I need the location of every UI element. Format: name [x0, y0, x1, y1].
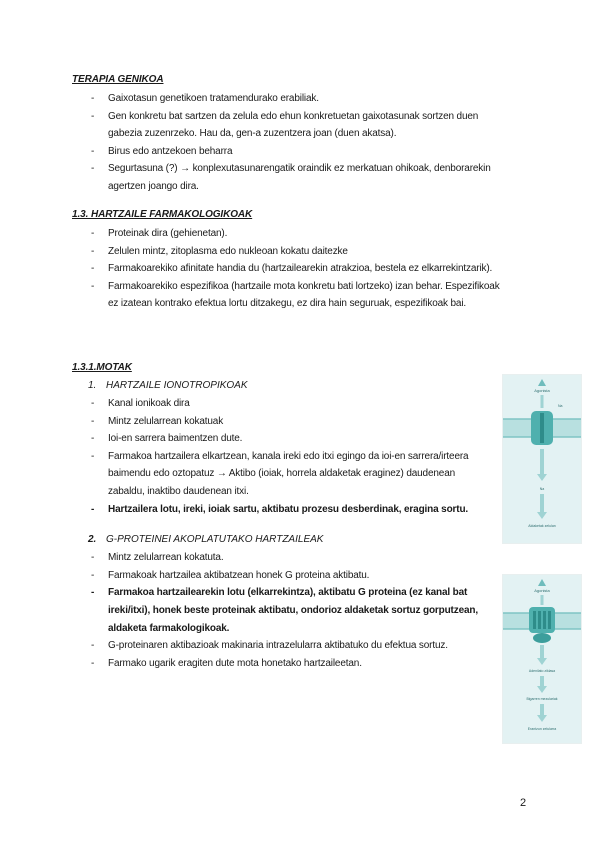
- list-item: - Farmakoa hartzailera elkartzean, kanala ireki edo itxi egingo da ioi-en sarrera/irteera baimendu edo oztopatuz → Aktibo (ioiak, horrela aldaketak eraginez) daudenean zabaldu, inaktibo daudenean itxi.: [72, 448, 492, 501]
- list-item: - Proteinak dira (gehienetan).: [72, 225, 512, 243]
- section-motak: [72, 360, 492, 672]
- page-number: 2: [520, 797, 527, 809]
- section-hartzaile-farmakologikoak: [72, 207, 512, 313]
- bullet-list: [72, 225, 512, 313]
- mid-label: Adenilato ziklasa: [528, 669, 556, 673]
- second-messenger-label: Bigarren mezulariak: [526, 697, 558, 701]
- gpcr-figure: [502, 574, 582, 744]
- list-item: - Mintz zelularrean kokatuak: [72, 413, 492, 431]
- list-item: - Farmakoarekiko afinitate handia du (hartzailearekin atrakzioa, bestela ez elkarrekintzarik).: [72, 260, 512, 278]
- section-heading: TERAPIA GENIKOA: [72, 74, 164, 85]
- agonist-icon: [538, 579, 546, 586]
- agonist-icon: [538, 379, 546, 386]
- section-heading: 1.3.1.MOTAK: [72, 362, 132, 373]
- list-item: - Farmakoa hartzailearekin lotu (elkarrekintza), aktibatu G proteina (ez kanal bat ireki/itxi), honek beste proteinak aktibatu, ondorioz aldaketak sortuz gorputzean, aldaketa farmakologikoak.: [72, 584, 492, 637]
- ion-channel-figure: [502, 374, 582, 544]
- list-item: - Farmako ugarik eragiten dute mota honetako hartzaileetan.: [72, 655, 492, 673]
- list-item: - Gen konkretu bat sartzen da zelula edo ehun konkretuetan gaixotasunak sortzen duen gabezia zuzenrzeko. Hau da, gen-a zuzentzera joan (duen akatsa).: [72, 108, 512, 143]
- mid-label: Na: [539, 487, 545, 491]
- list-item: - Zelulen mintz, zitoplasma edo nukleoan kokatu daitezke: [72, 243, 512, 261]
- g-protein: [533, 633, 551, 643]
- list-item: - Hartzailera lotu, ireki, ioiak sartu, aktibatu prozesu desberdinak, eragina sortu.: [72, 501, 492, 519]
- list-item: - Segurtasuna (?) → konplexutasunarengatik oraindik ez merkatuan ohikoak, denborarekin agertzen joango dira.: [72, 160, 512, 195]
- list-item: - Mintz zelularrean kokatuta.: [72, 549, 492, 567]
- bullet-list: [72, 90, 512, 196]
- gpcr-diagram: [503, 575, 581, 743]
- subsection-number: 2.: [88, 534, 97, 546]
- ion-label: Na: [558, 404, 563, 408]
- list-item: - G-proteinaren aktibazioak makinaria intrazelularra aktibatuko du efektua sortuz.: [72, 637, 492, 655]
- list-item: - Kanal ionikoak dira: [72, 395, 492, 413]
- subsection-title: [88, 378, 492, 393]
- bullet-list: [72, 395, 492, 518]
- subsection-title-text: HARTZAILE IONOTROPIKOAK: [106, 380, 248, 391]
- list-item: - Gaixotasun genetikoen tratamendurako erabiliak.: [72, 90, 512, 108]
- subsection-title-text: G-PROTEINEI AKOPLATUTAKO HARTZAILEAK: [106, 534, 324, 546]
- list-item: - Farmakoak hartzailea aktibatzean honek G proteina aktibatu.: [72, 567, 492, 585]
- list-item: - Ioi-en sarrera baimentzen dute.: [72, 430, 492, 448]
- agonist-label: Agonista: [534, 388, 550, 393]
- receptor-protein: [529, 607, 555, 633]
- list-item: - Birus edo antzekoen beharra: [72, 143, 512, 161]
- subsection-title: [88, 532, 492, 547]
- subsection-number: 1.: [88, 380, 97, 391]
- list-item: - Farmakoarekiko espezifikoa (hartzaile mota konkretu bati lortzeko) izan behar. Espezifikoak ez izatean kontrako efektua lortu ditzakegu, ez dira hain seguruak, espezifikoak bai.: [72, 278, 512, 313]
- effect-label: Erantzun zelularra: [527, 727, 557, 731]
- agonist-label: Agonista: [534, 588, 550, 593]
- bullet-list: [72, 549, 492, 672]
- effect-label: Aldaketak zelulan: [528, 524, 556, 528]
- section-terapia-genikoa: [72, 72, 512, 196]
- ion-channel-diagram: [503, 375, 581, 543]
- section-heading: 1.3. HARTZAILE FARMAKOLOGIKOAK: [72, 209, 253, 220]
